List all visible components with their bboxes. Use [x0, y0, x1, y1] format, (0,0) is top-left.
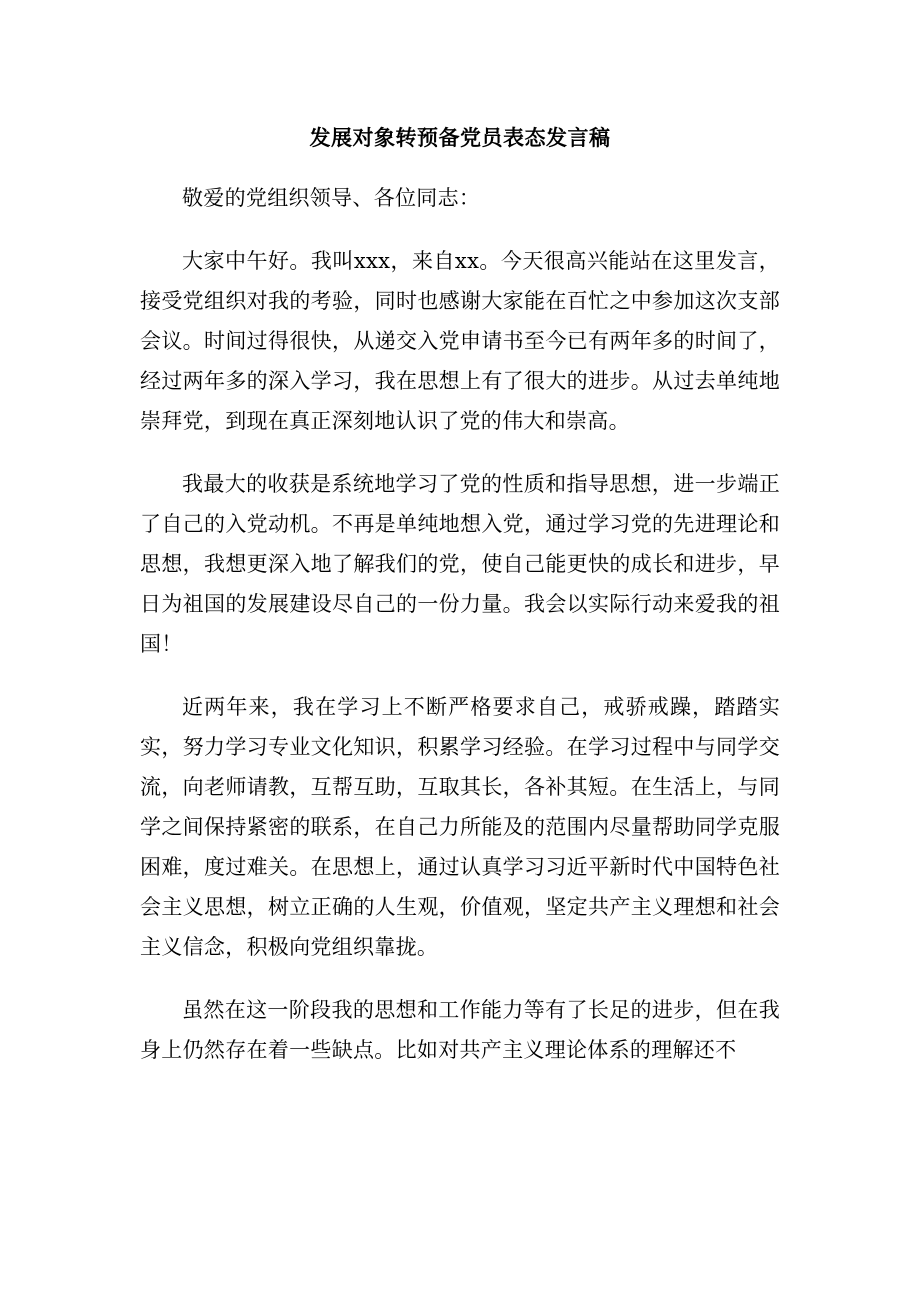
paragraph-study-life-thought: 近两年来，我在学习上不断严格要求自己，戒骄戒躁，踏踏实实，努力学习专业文化知识，积累学习经验。在学习过程中与同学交流，向老师请教，互帮互助，互取其长，各补其短。在生活上，与同学之间保持紧密的联系，在自己力所能及的范围内尽量帮助同学克服困难，度过难关。在思想上，通过认真学习习近平新时代中国特色社会主义思想，树立正确的人生观，价值观，坚定共产主义理想和社会主义信念，积极向党组织靠拢。: [140, 695, 780, 959]
paragraph-salutation: 敬爱的党组织领导、各位同志：: [182, 186, 481, 210]
paragraph-gains: 我最大的收获是系统地学习了党的性质和指导思想，进一步端正了自己的入党动机。不再是单纯地想入党，通过学习党的先进理论和思想，我想更深入地了解我们的党，使自己能更快的成长和进步，早日为祖国的发展建设尽自己的一份力量。我会以实际行动来爱我的祖国！: [140, 472, 780, 656]
document-title: 发展对象转预备党员表态发言稿: [309, 125, 611, 150]
paragraph-shortcomings: 虽然在这一阶段我的思想和工作能力等有了长足的进步，但在我身上仍然存在着一些缺点。比如对共产主义理论体系的理解还不: [140, 998, 780, 1062]
paragraph-introduction: 大家中午好。我叫xxx，来自xx。今天很高兴能站在这里发言，接受党组织对我的考验，同时也感谢大家能在百忙之中参加这次支部会议。时间过得很快，从递交入党申请书至今已有两年多的时间了，经过两年多的深入学习，我在思想上有了很大的进步。从过去单纯地崇拜党，到现在真正深刻地认识了党的伟大和崇高。: [140, 249, 780, 433]
document-body: [140, 178, 780, 1093]
